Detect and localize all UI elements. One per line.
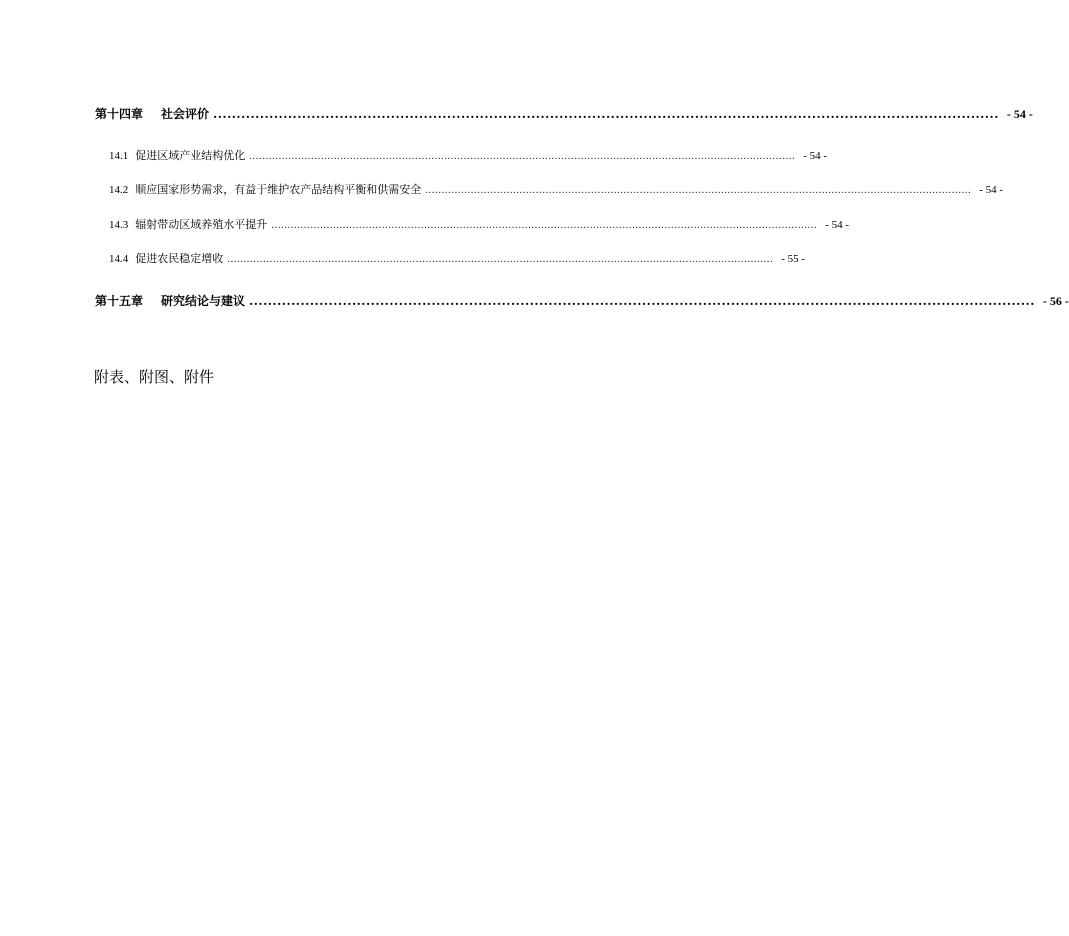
dot-leader: ........................................................................................................................................................................ bbox=[213, 107, 999, 121]
page-number: - 54 - bbox=[979, 184, 1004, 196]
page-number: - 54 - bbox=[825, 219, 850, 231]
chapter-number: 第十五章 bbox=[95, 294, 144, 308]
toc-section-14-1[interactable] bbox=[109, 147, 828, 163]
chapter-title: 研究结论与建议 bbox=[161, 294, 246, 308]
section-number: 14.1 bbox=[109, 150, 129, 162]
dot-leader: ........................................................................................................................................................................ bbox=[271, 219, 818, 231]
appendix-heading: 附表、附图、附件 bbox=[94, 368, 215, 386]
page-number: - 54 - bbox=[803, 150, 828, 162]
section-number: 14.2 bbox=[109, 184, 129, 196]
dot-leader: ........................................................................................................................................................................ bbox=[425, 184, 972, 196]
dot-leader: ........................................................................................................................................................................ bbox=[249, 150, 796, 162]
page-number: - 54 - bbox=[1006, 107, 1033, 121]
dot-leader: ........................................................................................................................................................................ bbox=[249, 294, 1035, 308]
toc-section-14-2[interactable] bbox=[109, 181, 1004, 197]
page-number: - 56 - bbox=[1042, 294, 1069, 308]
section-number: 14.3 bbox=[109, 219, 129, 231]
toc-section-14-3[interactable] bbox=[109, 216, 850, 232]
section-title: 辐射带动区域养殖水平提升 bbox=[135, 218, 268, 231]
page-number: - 55 - bbox=[781, 253, 806, 265]
toc-section-14-4[interactable] bbox=[109, 250, 806, 266]
section-title: 促进农民稳定增收 bbox=[135, 252, 224, 265]
chapter-title: 社会评价 bbox=[161, 107, 210, 121]
dot-leader: ........................................................................................................................................................................ bbox=[227, 253, 774, 265]
section-title: 顺应国家形势需求，有益于维护农产品结构平衡和供需安全 bbox=[135, 183, 422, 196]
toc-chapter-15[interactable] bbox=[95, 292, 1069, 309]
chapter-number: 第十四章 bbox=[95, 107, 144, 121]
toc-chapter-14[interactable] bbox=[95, 105, 1033, 122]
section-number: 14.4 bbox=[109, 253, 129, 265]
section-title: 促进区域产业结构优化 bbox=[135, 149, 246, 162]
